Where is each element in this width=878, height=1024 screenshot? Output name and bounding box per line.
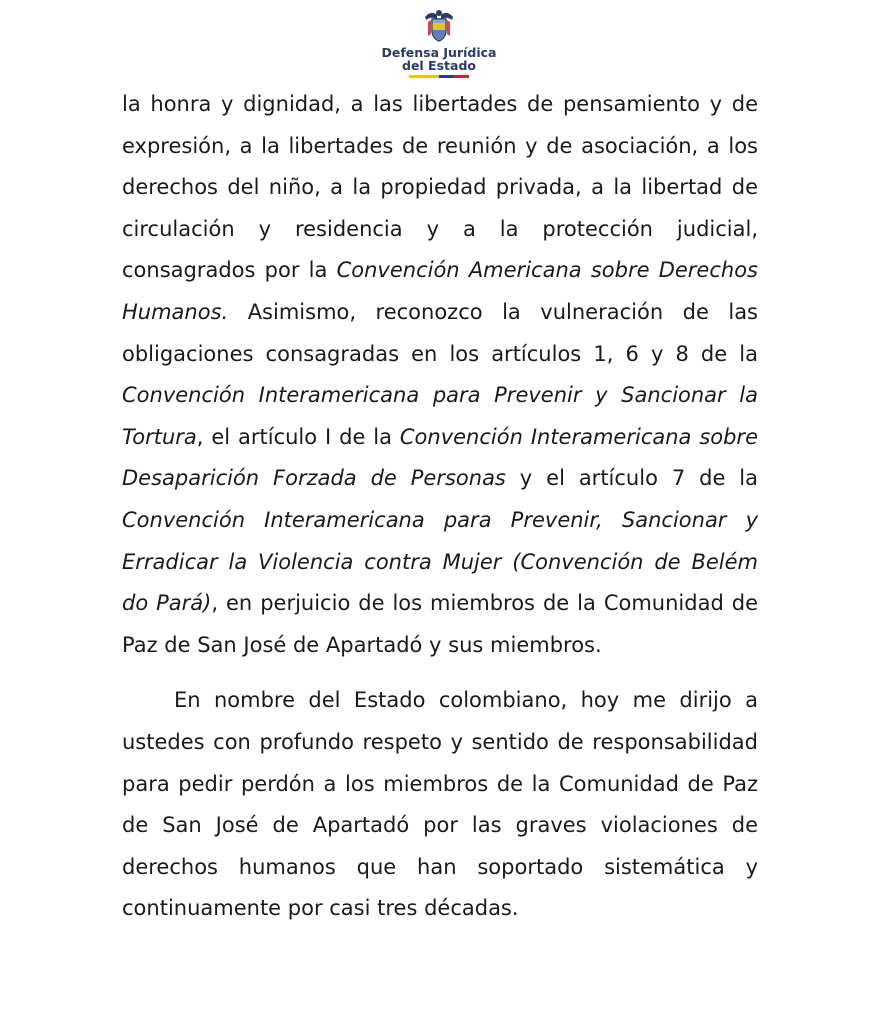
document-header: [0, 8, 878, 78]
text-run: Asimismo, reconozco la vulneración de las obligaciones consagradas en los artículos 1, 6 y 8 de la: [122, 299, 758, 366]
italic-run: Convención Interamericana para Prevenir, Sancionar y Erradicar la Violencia contra Mujer (Convención de Belém do Pará): [122, 507, 758, 616]
brand-line-1: Defensa Jurídica: [381, 45, 497, 60]
text-run: la honra y dignidad, a las libertades de pensamiento y de expresión, a la libertades de reunión y de asociación, a los derechos del niño, a la propiedad privada, a la libertad de circulación y residencia y a la protección judicial, consagrados por la: [122, 92, 758, 283]
paragraph-2: En nombre del Estado colombiano, hoy me dirijo a ustedes con profundo respeto y sentido de responsabilidad para pedir perdón a los miembros de la Comunidad de Paz de San José de Apartadó por las graves violaciones de derechos humanos que han soportado sistemática y continuamente por casi tres décadas.: [122, 688, 758, 921]
paragraph-1: [122, 84, 758, 666]
brand-line-2: del Estado: [402, 58, 476, 73]
flag-color-strip: [409, 75, 469, 78]
flag-yellow-band: [409, 75, 439, 78]
text-run: , en perjuicio de los miembros de la Comunidad de Paz de San José de Apartadó y sus miembros.: [122, 591, 758, 657]
document-body: [122, 84, 758, 930]
italic-run: Convención Americana sobre Derechos Humanos.: [122, 258, 758, 324]
italic-run: Convención Interamericana para Prevenir y Sancionar la Tortura: [122, 383, 758, 449]
italic-run: Convención Interamericana sobre Desaparición Forzada de Personas: [122, 424, 758, 491]
brand-name: [0, 46, 878, 72]
text-run: , el artículo I de la: [196, 424, 400, 449]
text-run: y el artículo 7 de la: [505, 466, 758, 491]
flag-red-band: [454, 75, 469, 78]
flag-blue-band: [439, 75, 454, 78]
colombian-coat-of-arms-icon: [422, 8, 456, 44]
